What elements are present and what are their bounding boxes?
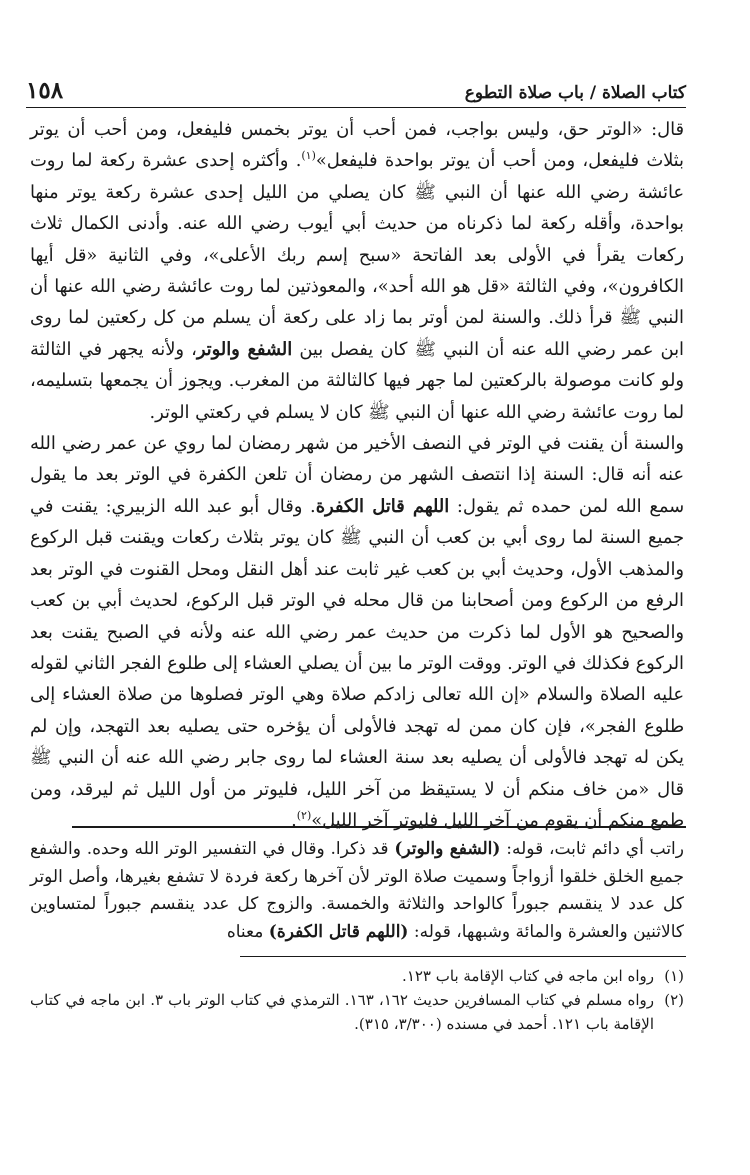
running-title: كتاب الصلاة / باب صلاة التطوع [464, 83, 686, 103]
footnote-text: رواه مسلم في كتاب المسافرين حديث ١٦٢، ١٦٣. الترمذي في كتاب الوتر باب ٣. ابن ماجه في كتاب الإقامة باب ١٢١. أحمد في مسنده (٣/٣٠٠، ٣١٥). [30, 991, 654, 1033]
bold-term: الشفع والوتر [196, 338, 293, 360]
main-text-segment: والسنة أن يقنت في الوتر في النصف الأخير من شهر رمضان لما روي عن عمر رضي الله عنه أنه قال: السنة إذا انتصف الشهر من رمضان أن تلعن الكفرة في الوتر بعد ما يقول سمع الله لمن حمده ثم يقول: [30, 433, 684, 517]
commentary-paragraph [30, 836, 684, 946]
page-number: ١٥٨ [26, 77, 64, 104]
main-text-segment: . وقال أبو عبد الله الزبيري: يقنت في جميع السنة لما روى أبي بن كعب أن النبي ﷺ كان يوتر بثلاث ركعات ويقنت قبل الركوع والمذهب الأول، وحديث أبي بن كعب غير ثابت عند أهل النقل ومحل القنوت في الوتر بعد الرفع من الركوع ومن أصحابنا من قال محله في الوتر قبل الركوع، لحديث أبي بن كعب والصحيح هو الأول لما ذكرت من حديث عمر رضي الله عنه ولأنه في الصبح يقنت بعد الركوع فكذلك في الوتر. ووقت الوتر ما بين أن يصلي العشاء إلى طلوع الفجر الثاني لقوله عليه الصلاة والسلام «إن الله تعالى زادكم صلاة وهي الوتر فصلوها من صلاة العشاء إلى طلوع الفجر»، فإن كان ممن له تهجد فالأولى أن يؤخره حتى يصليه بعد التهجد، وإن لم يكن له تهجد فالأولى أن يصليه بعد سنة العشاء لما روى جابر رضي الله عنه أن النبي ﷺ قال «من خاف منكم أن لا يستيقظ من آخر الليل، فليوتر من أول الليل ثم ليرقد، ومن طمع منكم أن يقوم من آخر الليل فليوتر آخر الليل» [30, 495, 684, 831]
bold-term: اللهم قاتل الكفرة [315, 495, 450, 517]
commentary-segment: معناه [226, 921, 269, 942]
footnote-1 [30, 964, 684, 988]
bold-term: (اللهم قاتل الكفرة) [268, 921, 409, 942]
commentary-rule [72, 826, 686, 828]
footnote-ref-1: (١) [301, 149, 316, 163]
footnote-number: (١) [664, 967, 684, 985]
footnote-ref-2: (٢) [296, 809, 312, 823]
main-text [30, 114, 684, 836]
main-text-segment: . وأكثره إحدى عشرة ركعة لما روت عائشة رضي الله عنها أن النبي ﷺ كان يصلي من الليل إحدى عشرة ركعة يوتر منها بواحدة، وأقله ركعة لما ذكرناه من حديث أبي أيوب رضي الله عنه. وأدنى الكمال ثلاث ركعات يقرأ في الأولى بعد الفاتحة «سبح إسم ربك الأعلى»، وفي الثانية «قل أيها الكافرون»، وفي الثالثة «قل هو الله أحد»، والمعوذتين لما روت عائشة رضي الله عنها أن النبي ﷺ قرأ ذلك. والسنة لمن أوتر بما زاد على ركعة أن يسلم من كل ركعتين لما روى ابن عمر رضي الله عنه أن النبي ﷺ كان يفصل بين [30, 150, 684, 360]
footnote-rule [240, 956, 686, 957]
footnote-number: (٢) [664, 991, 684, 1009]
main-paragraph-1 [30, 114, 684, 428]
footnote-2 [30, 988, 684, 1036]
commentary [30, 836, 684, 946]
footnote-text: رواه ابن ماجه في كتاب الإقامة باب ١٢٣. [402, 967, 654, 985]
main-text-segment: قال: «الوتر حق، وليس بواجب، فمن أحب أن يوتر بخمس فليفعل، ومن أحب أن يوتر بثلاث فليفعل، ومن أحب أن يوتر بواحدة فليفعل» [30, 119, 684, 172]
commentary-segment: راتب أي دائم ثابت، قوله: [500, 839, 684, 859]
main-text-segment: ، ولأنه يجهر في الثالثة ولو كانت موصولة بالركعتين لما جهر فيها كالثالثة من المغرب. ويجوز أن يجمعها بتسليمه، لما روت عائشة رضي الله عنها أن النبي ﷺ كان لا يسلم في ركعتي الوتر. [30, 338, 684, 423]
bold-term: (الشفع والوتر) [394, 839, 501, 859]
header-rule [26, 107, 686, 108]
footnotes [30, 964, 684, 1036]
main-text-segment: . [291, 809, 297, 831]
main-paragraph-2 [30, 428, 684, 836]
page-header [26, 68, 686, 102]
commentary-segment: قد ذكرا. وقال في التفسير الوتر الله وحده. والشفع جميع الخلق خلقوا أزواجاً وسميت صلاة الوتر لأن آخرها ركعة فردة لا تشفع بغيرها، وأصل الوتر كل عدد لا ينقسم جبوراً كالواحد والثلاثة والخمسة. والزوج كل عدد ينقسم جبوراً لمتساوين كالاثنين والعشرة والمائة وشبهها، قوله: [30, 839, 684, 942]
